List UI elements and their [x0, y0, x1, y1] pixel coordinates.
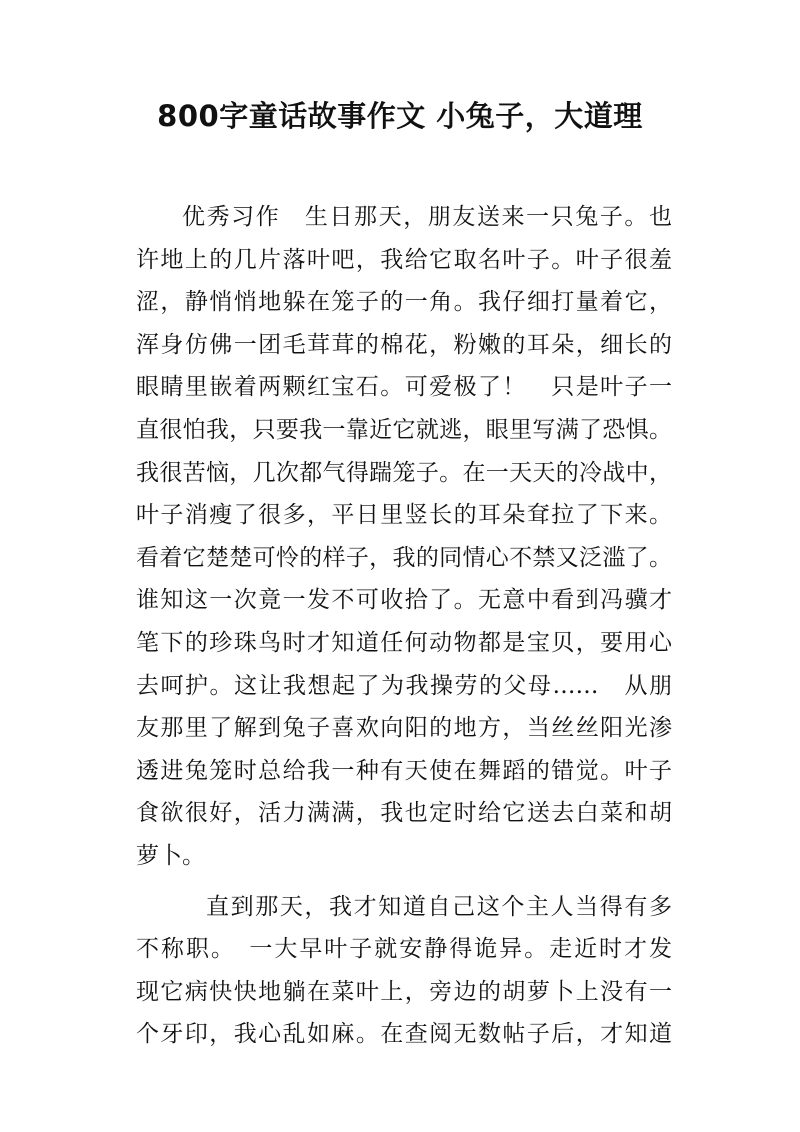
text-line: 我很苦恼，几次都气得踹笼子。在一天天的冷战中，: [136, 459, 672, 486]
text-line: 谁知这一次竟一发不可收拾了。无意中看到冯骥才: [136, 587, 672, 614]
text-line: 叶子消瘦了很多，平日里竖长的耳朵耷拉了下来。: [136, 502, 672, 529]
text-line: 看着它楚楚可怜的样子，我的同情心不禁又泛滥了。: [136, 544, 672, 571]
text-line: 食欲很好，活力满满，我也定时给它送去白菜和胡: [136, 800, 672, 827]
text-line: 不称职。 一大早叶子就安静得诡异。走近时才发: [136, 936, 672, 963]
text-line: 直很怕我，只要我一靠近它就逃，眼里写满了恐惧。: [136, 416, 672, 443]
text-line: 眼睛里嵌着两颗红宝石。可爱极了！ 只是叶子一: [136, 374, 672, 401]
text-line: 许地上的几片落叶吧，我给它取名叶子。叶子很羞: [136, 246, 672, 273]
text-line: 浑身仿佛一团毛茸茸的棉花，粉嫩的耳朵，细长的: [136, 331, 672, 358]
text-line: 透进兔笼时总给我一种有天使在舞蹈的错觉。叶子: [136, 757, 672, 784]
text-line: 涩，静悄悄地躲在笼子的一角。我仔细打量着它，: [136, 289, 672, 316]
text-line: 萝卜。: [136, 842, 205, 869]
paragraph-2: [136, 886, 672, 1056]
paragraph-gap: [136, 878, 672, 886]
article-body: [136, 196, 672, 1056]
text-line: 优秀习作 生日那天，朋友送来一只兔子。也: [182, 204, 672, 230]
paragraph-1: [136, 196, 672, 878]
text-line: 去呵护。这让我想起了为我操劳的父母…… 从朋: [136, 672, 672, 699]
page-title: 800字童话故事作文 小兔子，大道理: [157, 99, 643, 133]
text-line: 个牙印，我心乱如麻。在查阅无数帖子后，才知道: [136, 1021, 672, 1048]
text-line: 友那里了解到兔子喜欢向阳的地方，当丝丝阳光渗: [136, 715, 672, 742]
text-line: 直到那天，我才知道自己这个主人当得有多: [206, 893, 672, 920]
text-line: 现它病快快地躺在菜叶上，旁边的胡萝卜上没有一: [136, 978, 672, 1005]
text-line: 笔下的珍珠鸟时才知道任何动物都是宝贝，要用心: [136, 629, 672, 656]
